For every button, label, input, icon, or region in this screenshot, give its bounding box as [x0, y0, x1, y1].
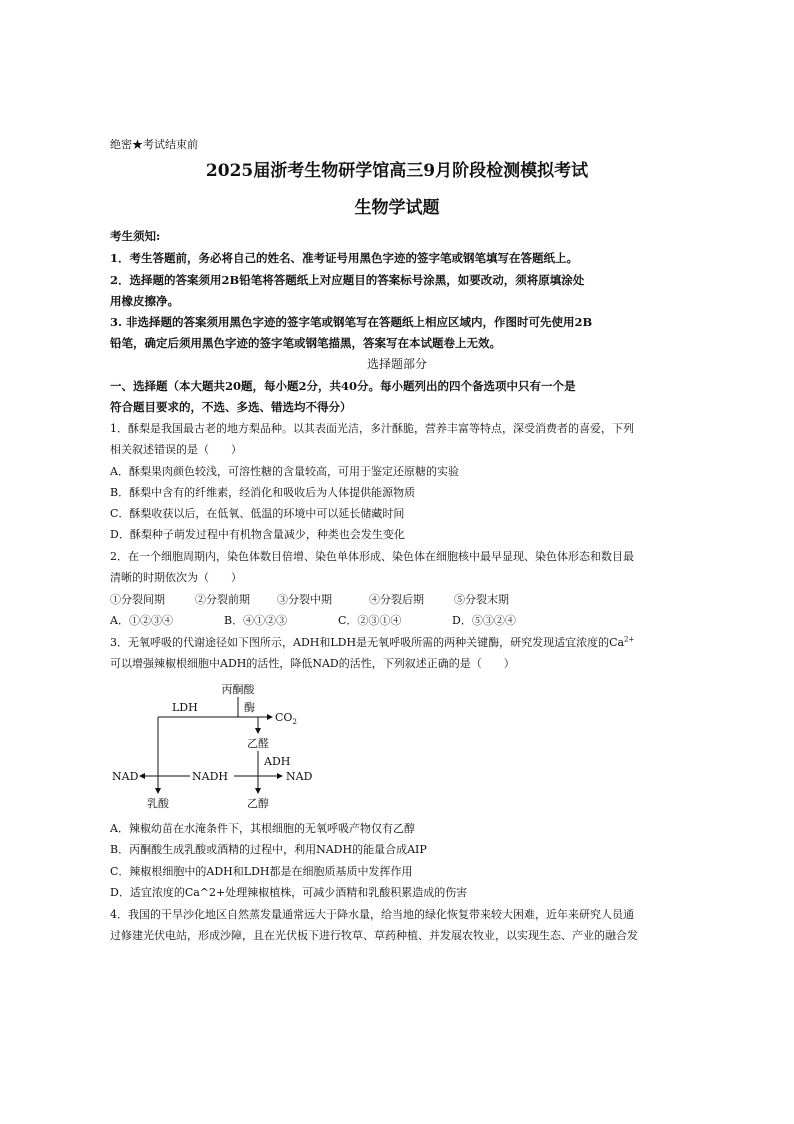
q3-stem-cont: 可以增强辣椒根细胞中ADH的活性，降低NAD的活性，下列叙述正确的是（ ） [110, 657, 515, 670]
q2-option-c: C．②③①④ [338, 614, 402, 627]
q2-options [110, 613, 516, 629]
q3-option-d: D．适宜浓度的Ca^2+处理辣椒植株，可减少酒精和乳酸积累造成的伤害 [110, 886, 468, 899]
q1-stem-cont: 相关叙述错误的是（ ） [110, 443, 242, 456]
q4-stem-cont: 过修建光伏电站，形成沙障，且在光伏板下进行牧草、草药种植、并发展农牧业，以实现生态、产业的融合发 [110, 929, 638, 942]
label-enzyme: 酶 [244, 701, 255, 714]
notice-heading: 考生须知: [110, 229, 161, 243]
label-acetaldehyde: 乙醛 [247, 737, 269, 750]
label-nad-left: NAD [112, 770, 139, 783]
q1-option-b: B．酥梨中含有的纤维素，经消化和吸收后为人体提供能源物质 [110, 486, 416, 499]
notice-item-2: 2．选择题的答案须用2B铅笔将答题纸上对应题目的答案标号涂黑，如要改动，须将原填涂处 [110, 273, 585, 287]
q2-phase-4: ④分裂后期 [369, 593, 424, 606]
anaerobic-respiration-diagram [110, 681, 320, 811]
q2-stem: 2．在一个细胞周期内，染色体数目倍增、染色单体形成、染色体在细胞核中最早显现、染色体形态和数目最 [110, 550, 634, 563]
part-title: 选择题部分 [366, 357, 427, 371]
exam-title: 2025届浙考生物研学馆高三9月阶段检测模拟考试 [205, 161, 589, 181]
q2-phases [110, 592, 509, 608]
label-lactate: 乳酸 [147, 797, 169, 810]
q1-option-c: C．酥梨收获以后，在低氧、低温的环境中可以延长储藏时间 [110, 507, 405, 520]
q4-stem: 4．我国的干旱沙化地区自然蒸发量通常远大于降水量，给当地的绿化恢复带来较大困难，近年来研究人员通 [110, 908, 634, 921]
notice-item-1: 1．考生答题前，务必将自己的姓名、准考证号用黑色字迹的签字笔或钢笔填写在答题纸上。 [110, 251, 578, 265]
q1-stem: 1．酥梨是我国最古老的地方梨品种。以其表面光洁，多汁酥脆，营养丰富等特点，深受消费者的喜爱，下列 [110, 422, 634, 435]
q1-option-a: A．酥梨果肉颜色较浅，可溶性糖的含量较高，可用于鉴定还原糖的实验 [110, 465, 459, 478]
label-co2: $CO_2$ [275, 711, 297, 726]
label-nad-right: NAD [286, 770, 313, 783]
q2-option-b: B．④①②③ [224, 614, 288, 627]
section-heading-cont: 符合题目要求的，不选、多选、错选均不得分） [110, 400, 352, 414]
q2-option-a: A．①②③④ [110, 614, 173, 627]
q3-option-b: B．丙酮酸生成乳酸或酒精的过程中，利用NADH的能量合成AIP [110, 843, 427, 856]
q3-stem-superscript: 2+ [624, 635, 635, 644]
label-adh: ADH [264, 755, 291, 768]
label-ethanol: 乙醇 [247, 797, 269, 810]
label-nadh: NADH [192, 770, 228, 783]
q3-stem [110, 635, 634, 651]
q3-stem-text: 3．无氧呼吸的代谢途径如下图所示，ADH和LDH是无氧呼吸所需的两种关键酶，研究发现适宜浓度的Ca [110, 636, 625, 649]
notice-item-2-cont: 用橡皮擦净。 [110, 294, 179, 308]
q2-phase-5: ⑤分裂末期 [454, 593, 509, 606]
label-pyruvate: 丙酮酸 [221, 683, 255, 696]
q3-option-c: C．辣椒根细胞中的ADH和LDH都是在细胞质基质中发挥作用 [110, 865, 413, 878]
notice-item-3: 3. 非选择题的答案须用黑色字迹的签字笔或钢笔写在答题纸上相应区域内，作图时可先使用2B [110, 315, 593, 329]
q2-phase-2: ②分裂前期 [195, 593, 250, 606]
q2-option-d: D．⑤③②④ [452, 614, 516, 627]
section-heading: 一、选择题（本大题共20题，每小题2分，共40分。每小题列出的四个备选项中只有一个是 [110, 379, 576, 393]
q2-phase-1: ①分裂间期 [110, 593, 165, 606]
secret-mark: 绝密★考试结束前 [110, 138, 198, 151]
q1-option-d: D．酥梨种子萌发过程中有机物含量减少，种类也会发生变化 [110, 528, 405, 541]
q2-stem-cont: 清晰的时期依次为（ ） [110, 571, 242, 584]
label-ldh: LDH [172, 701, 198, 714]
notice-item-3-cont: 铅笔，确定后须用黑色字迹的签字笔或钢笔描黑，答案写在本试题卷上无效。 [110, 336, 501, 350]
exam-subtitle: 生物学试题 [354, 198, 440, 218]
q3-option-a: A．辣椒幼苗在水淹条件下，其根细胞的无氧呼吸产物仅有乙醇 [110, 822, 415, 835]
q2-phase-3: ③分裂中期 [277, 593, 332, 606]
